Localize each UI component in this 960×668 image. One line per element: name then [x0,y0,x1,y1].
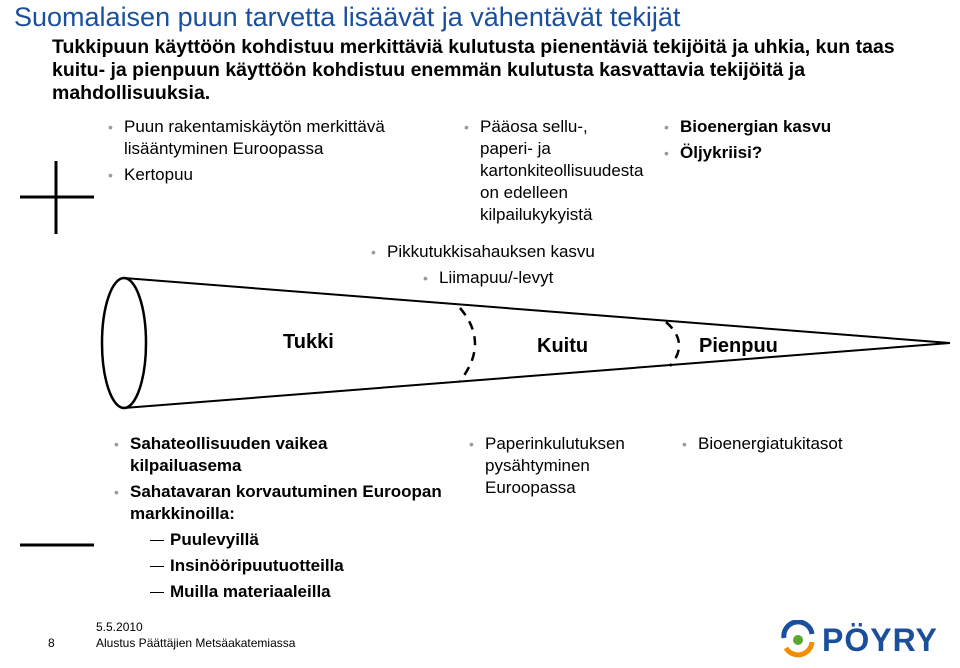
list-item: • Sahatavaran korvautuminen Euroopan markkinoilla: [112,481,442,525]
poyry-logo-text: PÖYRY [822,622,938,658]
segment-label-kuitu: Kuitu [537,335,589,357]
page-title: Suomalaisen puun tarvetta lisäävät ja vähentävät tekijät [14,2,681,32]
list-item: • Paperinkulutuksen pysähtyminen Euroopassa [467,433,657,499]
minus-factors-tukki [112,433,442,605]
list-item: Muilla materiaaleilla [112,579,442,605]
list-item: Insinööripuutuotteilla [112,553,442,579]
minus-factors-pienpuu [680,433,950,455]
list-item: • Öljykriisi? [662,142,902,164]
plus-factors-middle [369,241,669,289]
cone-shape [102,278,950,408]
segment-label-pienpuu: Pienpuu [699,335,778,357]
list-item: • Kertopuu [106,164,426,186]
page-number: 8 [48,636,55,650]
plus-icon [20,161,94,234]
segment-label-tukki: Tukki [283,331,334,353]
list-item: • Liimapuu/-levyt [421,267,669,289]
footer-event: Alustus Päättäjien Metsäakatemiassa [96,636,296,650]
intro-text: Tukkipuun käyttöön kohdistuu merkittäviä kulutusta pienentäviä tekijöitä ja uhkia, kun taas kuitu- ja pienpuun käyttöön kohdistuu enemmän kulutusta kasvattavia tekijöitä ja mahdollisuuksia. [52,36,895,104]
plus-factors-kuitu [462,116,644,226]
list-item: Puulevyillä [112,527,442,553]
minus-factors-kuitu [467,433,657,499]
poyry-logo [778,620,950,660]
list-item: • Sahateollisuuden vaikea kilpailuasema [112,433,442,477]
plus-factors-tukki [106,116,426,186]
plus-factors-pienpuu [662,116,902,164]
list-item: • Pikkutukkisahauksen kasvu [369,241,669,263]
poyry-logo-icon [778,620,818,660]
segment-divider [460,308,475,381]
list-item: • Pääosa sellu-, paperi- ja kartonkiteollisuudesta on edelleen kilpailukykyistä [462,116,637,226]
list-item: • Bioenergiatukitasot [680,433,950,455]
segment-divider [666,322,679,366]
footer-date: 5.5.2010 [96,620,143,634]
list-item: • Puun rakentamiskäytön merkittävä lisääntyminen Euroopassa [106,116,426,160]
list-item: • Bioenergian kasvu [662,116,902,138]
